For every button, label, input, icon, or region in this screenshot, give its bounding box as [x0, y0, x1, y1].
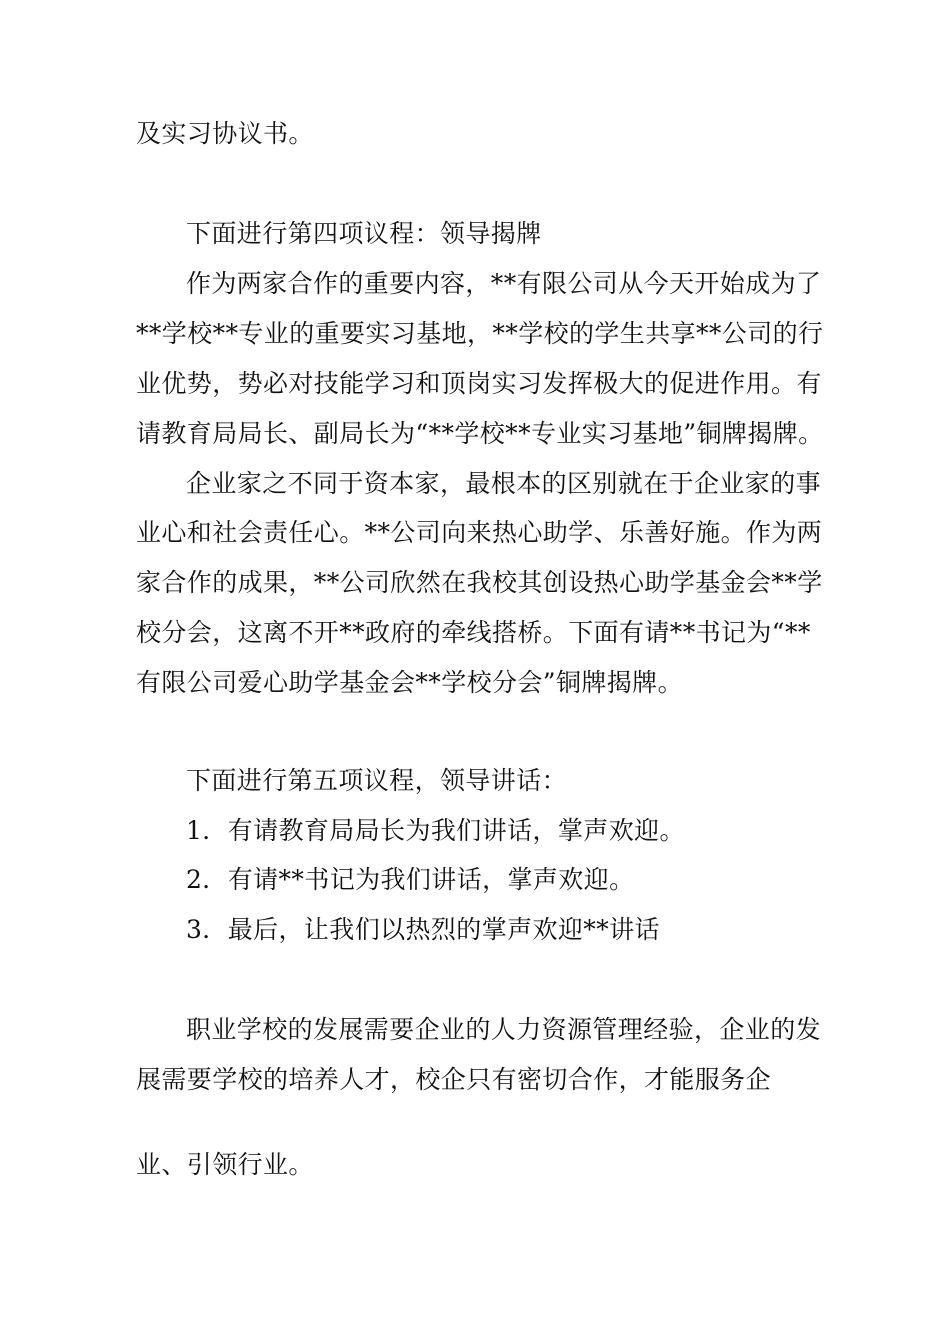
agenda-heading: 下面进行第五项议程，领导讲话：	[186, 766, 568, 795]
text-line: 职业学校的发展需要企业的人力资源管理经验，企业的发	[186, 1015, 822, 1044]
text-line: 企业家之不同于资本家，最根本的区别就在于企业家的事	[186, 469, 822, 498]
list-item: 2．有请**书记为我们讲话，掌声欢迎。	[186, 865, 635, 894]
text-line: 有限公司爱心助学基金会**学校分会”铜牌揭牌。	[136, 668, 683, 697]
list-item: 1．有请教育局局长为我们讲话，掌声欢迎。	[186, 816, 685, 845]
text-line: 展需要学校的培养人才，校企只有密切合作，才能服务企	[136, 1065, 772, 1094]
agenda-heading: 下面进行第四项议程：领导揭牌	[186, 219, 542, 248]
list-item: 3．最后，让我们以热烈的掌声欢迎**讲话	[186, 915, 660, 944]
text-line: 业优势，势必对技能学习和顶岗实习发挥极大的促进作用。有	[136, 369, 822, 398]
text-line: 请教育局局长、副局长为“**学校**专业实习基地”铜牌揭牌。	[136, 419, 824, 448]
text-line: 业、引领行业。	[136, 1150, 314, 1179]
text-line: 校分会，这离不开**政府的牵线搭桥。下面有请**书记为“**	[136, 618, 811, 647]
text-line: 家合作的成果，**公司欣然在我校其创设热心助学基金会**学	[136, 568, 823, 597]
text-line: 业心和社会责任心。**公司向来热心助学、乐善好施。作为两	[136, 518, 823, 547]
text-line: 作为两家合作的重要内容，**有限公司从今天开始成为了	[186, 269, 822, 298]
text-line: **学校**专业的重要实习基地，**学校的学生共享**公司的行	[136, 319, 824, 348]
text-line: 及实习协议书。	[136, 119, 314, 148]
